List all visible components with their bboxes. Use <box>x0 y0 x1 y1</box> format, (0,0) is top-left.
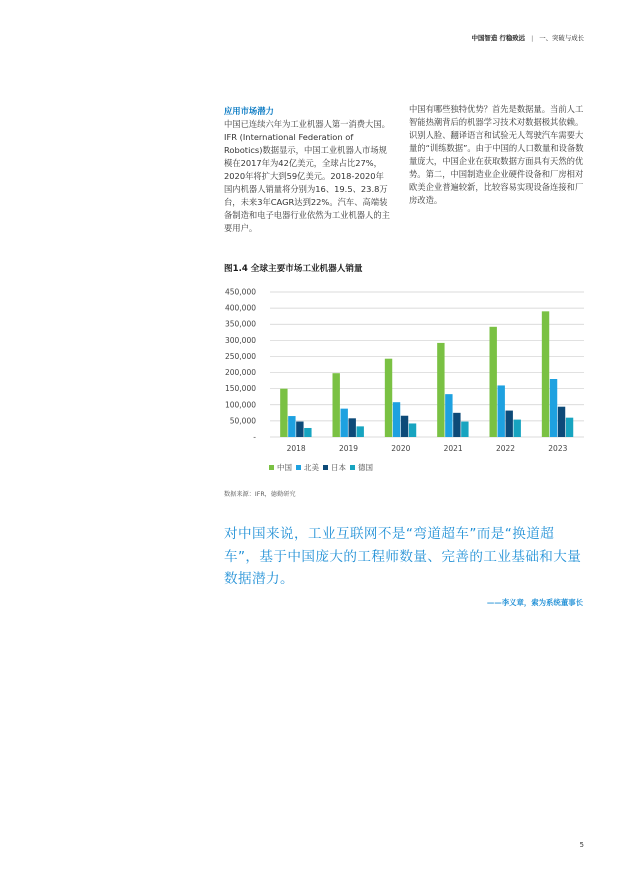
y-tick-label: 250,000 <box>224 351 256 361</box>
bar <box>393 402 400 437</box>
bar <box>445 394 452 437</box>
running-header <box>472 33 584 42</box>
bar <box>304 428 311 437</box>
bar <box>349 418 356 437</box>
section-title: 应用市场潜力 <box>224 106 274 116</box>
y-tick-label: 450,000 <box>224 287 256 297</box>
legend-swatch <box>296 465 301 470</box>
y-tick-label: 200,000 <box>224 368 256 378</box>
bar <box>490 327 497 437</box>
left-column <box>224 105 392 235</box>
pull-quote: 对中国来说，工业互联网不是“弯道超车”而是“换道超车”，基于中国庞大的工程师数量、完善的工业基础和大量数据潜力。 <box>224 526 582 587</box>
right-body-text: 中国有哪些独特优势？首先是数据量。当前人工智能热潮背后的机器学习技术对数据极其依赖。识别人脸、翻译语言和试验无人驾驶汽车需要大量的“训练数据”。由于中国的人口数量和设备数量庞大，中国企业在获取数据方面具有天然的优势。第二，中国制造业企业硬件设备和厂房相对欧美企业普遍较新，比较容易实现设备连接和厂房改造。 <box>409 104 584 205</box>
legend-label: 日本 <box>331 463 346 472</box>
bar <box>566 418 573 437</box>
bar <box>550 379 557 437</box>
right-column <box>409 103 585 207</box>
legend-label: 德国 <box>358 463 373 472</box>
bar <box>437 343 444 437</box>
header-brand: 中国智造 行稳致远 <box>471 34 526 42</box>
bar <box>498 385 505 437</box>
bar <box>333 373 340 437</box>
legend-swatch <box>350 465 355 470</box>
bar <box>506 411 513 437</box>
bar <box>357 426 364 437</box>
y-tick-label: 300,000 <box>224 335 256 345</box>
legend-swatch <box>269 465 274 470</box>
y-tick-label: 100,000 <box>224 400 256 410</box>
bar <box>409 423 416 437</box>
x-tick-label: 2021 <box>443 444 463 453</box>
y-tick-label: - <box>253 432 256 442</box>
bar <box>514 420 521 437</box>
bar <box>461 422 468 437</box>
bar <box>341 409 348 437</box>
legend-label: 中国 <box>277 463 292 472</box>
y-tick-label: 150,000 <box>224 384 256 394</box>
header-separator: | <box>531 34 534 42</box>
bar <box>280 389 287 437</box>
bar <box>542 311 549 437</box>
figure-source: 数据来源：IFR，德勤研究 <box>224 491 296 498</box>
x-tick-label: 2019 <box>338 444 359 453</box>
bar <box>558 407 565 437</box>
bar <box>401 416 408 437</box>
x-tick-label: 2023 <box>548 444 568 453</box>
bar <box>288 416 295 437</box>
y-tick-label: 350,000 <box>224 319 256 329</box>
legend-label: 北美 <box>304 463 319 472</box>
bar-chart <box>218 280 588 490</box>
y-tick-label: 50,000 <box>229 416 256 426</box>
x-tick-label: 2018 <box>286 444 306 453</box>
header-section: 一、突破与成长 <box>539 34 584 42</box>
legend-swatch <box>323 465 328 470</box>
x-tick-label: 2022 <box>495 444 516 453</box>
quote-attribution: ——李义章，索为系统董事长 <box>486 598 583 607</box>
y-tick-label: 400,000 <box>224 303 256 313</box>
figure-title: 图1.4 全球主要市场工业机器人销量 <box>224 264 363 274</box>
page-number: 5 <box>579 841 584 849</box>
bar <box>296 422 303 437</box>
bar <box>385 359 392 437</box>
x-tick-label: 2020 <box>391 444 411 453</box>
bar <box>453 413 460 437</box>
left-body-text: 中国已连续六年为工业机器人第一消费大国。IFR (International Federation of Robotics)数据显示，中国工业机器人市场规模在2017年为42亿美元，全球占比27%，2020年将扩大到59亿美元。2018-2020年国内机器人销量将分别为16、19.5、23.8万台，未来3年CAGR达到22%。汽车、高端装备制造和电子电器行业依然为工业机器人的主要用户。 <box>224 119 390 233</box>
